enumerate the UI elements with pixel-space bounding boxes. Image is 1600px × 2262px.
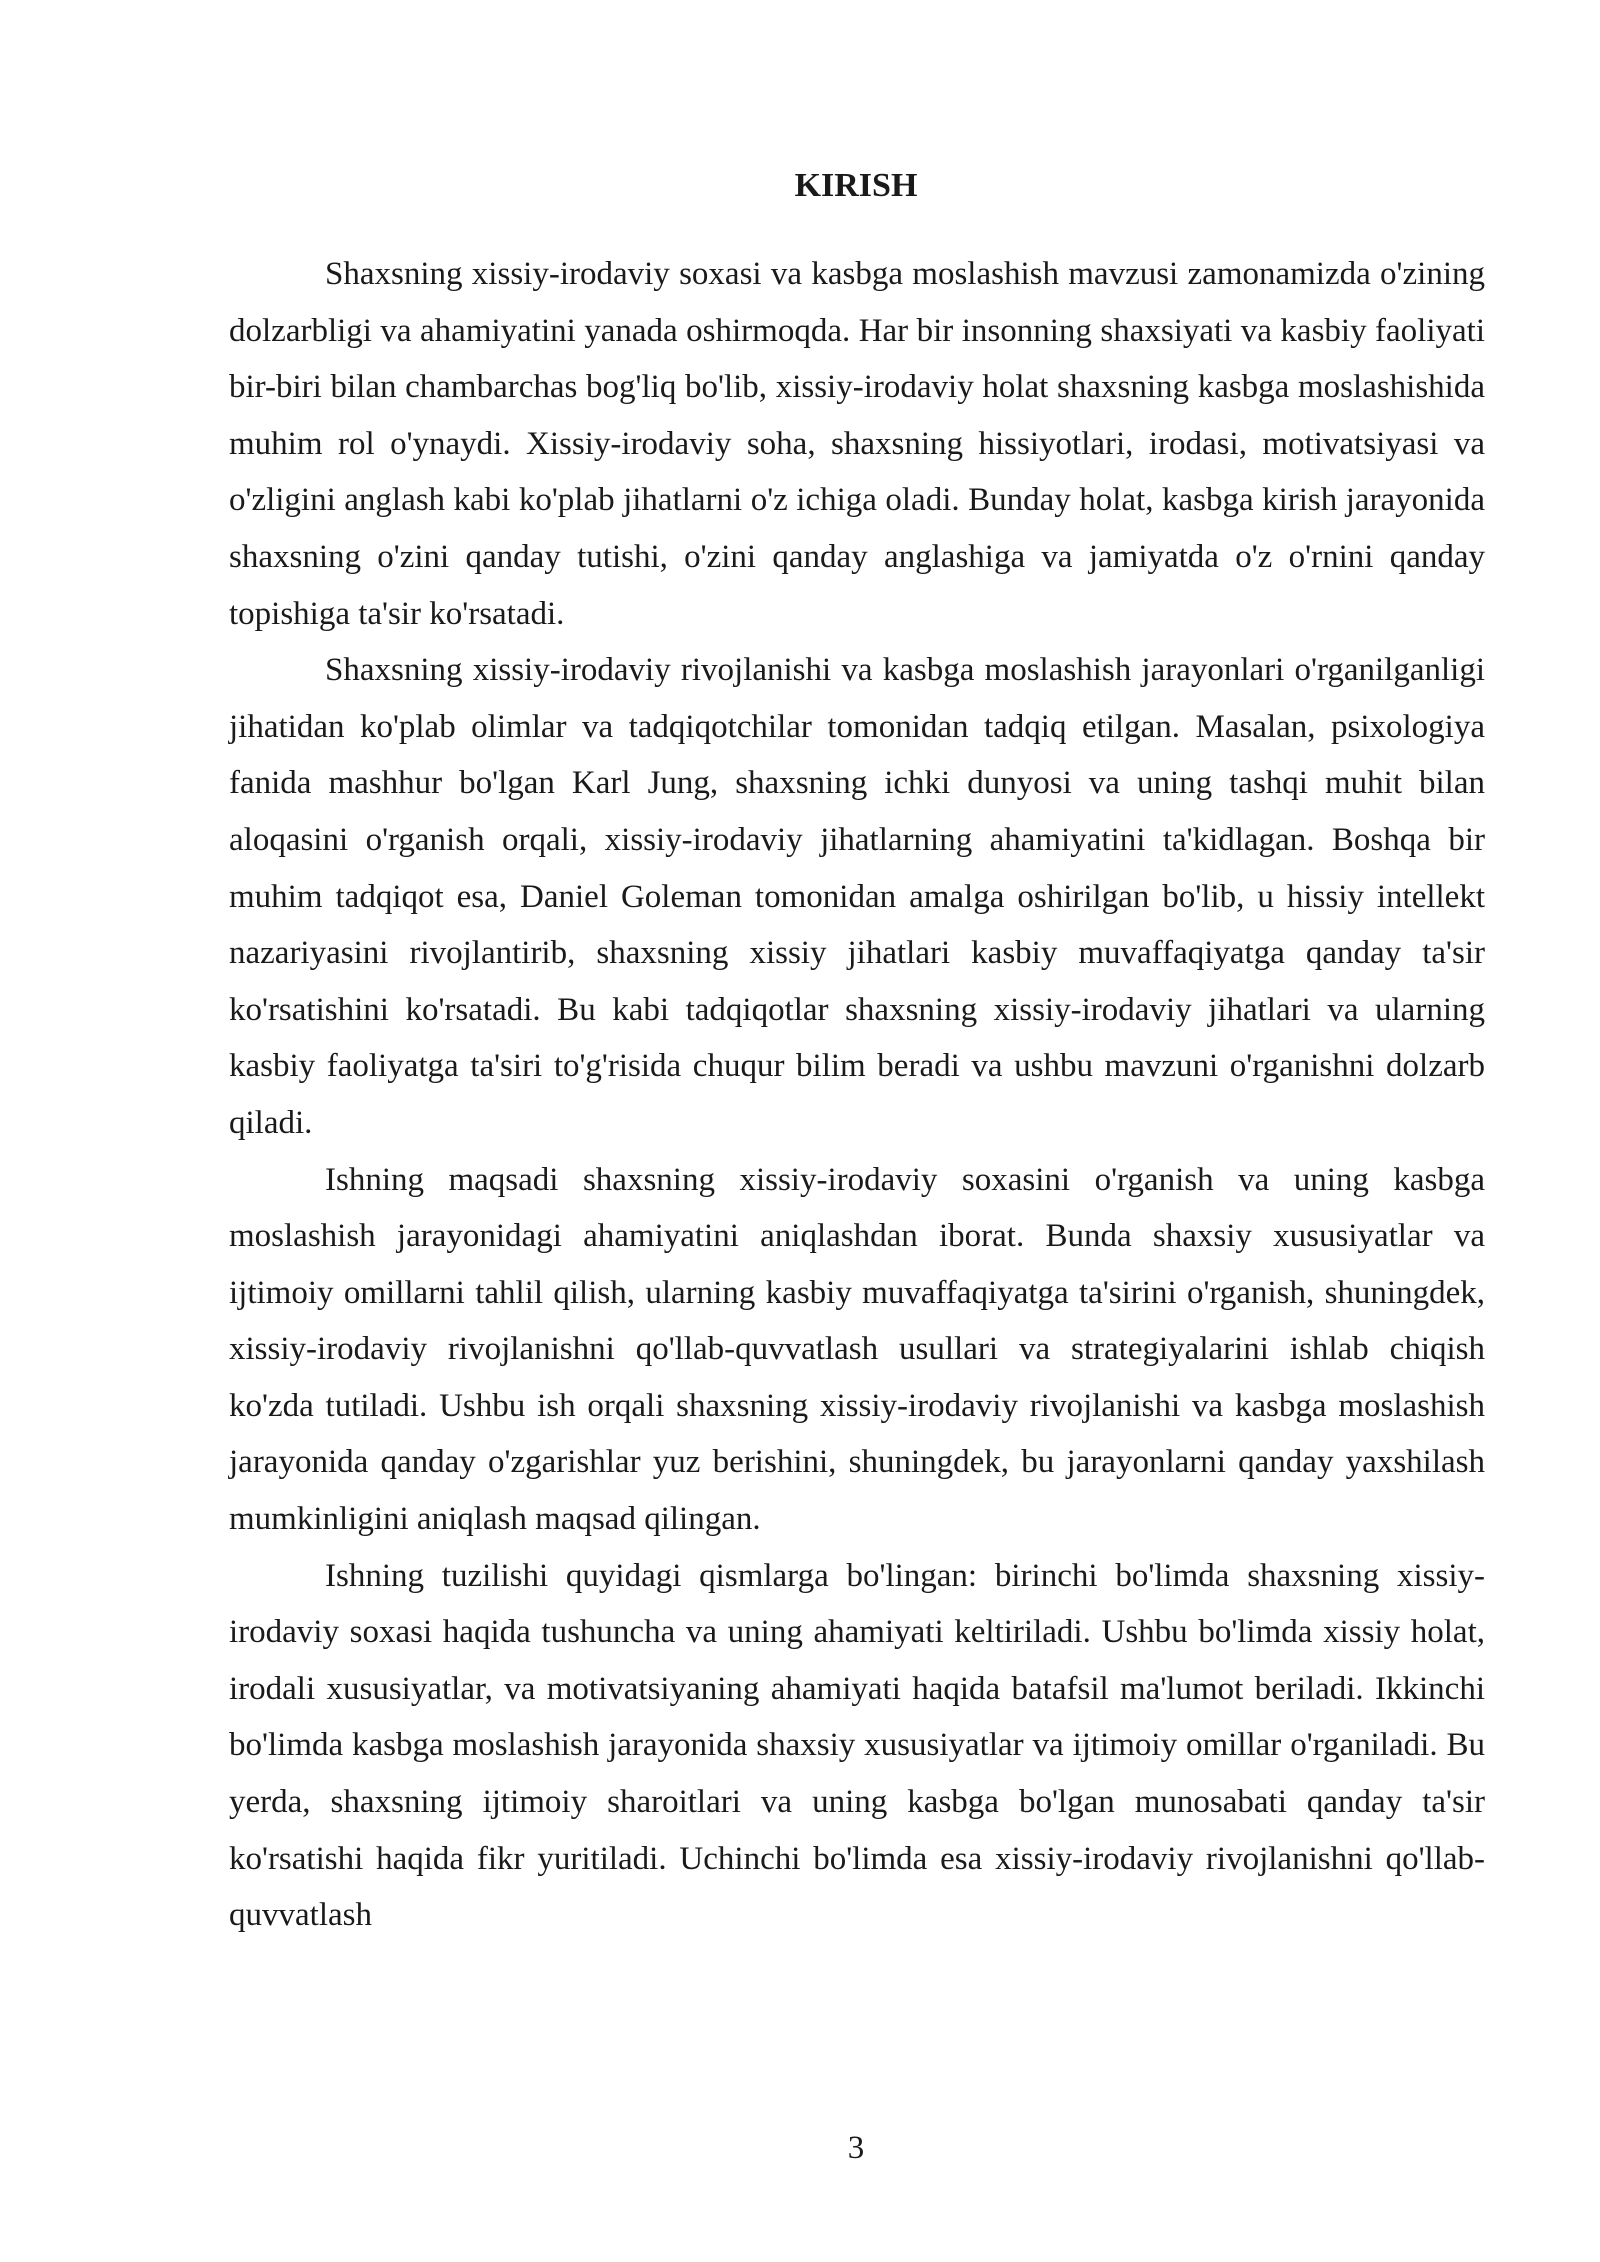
- body-text: [229, 246, 1485, 1944]
- paragraph-1: Shaxsning xissiy-irodaviy soxasi va kasbga moslashish mavzusi zamonamizda o'zining dolzarbligi va ahamiyatini yanada oshirmoqda. Har bir insonning shaxsiyati va kasbiy faoliyati bir-biri bilan chambarchas bog'liq bo'lib, xissiy-irodaviy holat shaxsning kasbga moslashishida muhim rol o'ynaydi. Xissiy-irodaviy soha, shaxsning hissiyotlari, irodasi, motivatsiyasi va o'zligini anglash kabi ko'plab jihatlarni o'z ichiga oladi. Bunday holat, kasbga kirish jarayonida shaxsning o'zini qanday tutishi, o'zini qanday anglashiga va jamiyatda o'z o'rnini qanday topishiga ta'sir ko'rsatadi.: [229, 256, 1485, 632]
- paragraph-2: Shaxsning xissiy-irodaviy rivojlanishi va kasbga moslashish jarayonlari o'rganilganligi jihatidan ko'plab olimlar va tadqiqotchilar tomonidan tadqiq etilgan. Masalan, psixologiya fanida mashhur bo'lgan Karl Jung, shaxsning ichki dunyosi va uning tashqi muhit bilan aloqasini o'rganish orqali, xissiy-irodaviy jihatlarning ahamiyatini ta'kidlagan. Boshqa bir muhim tadqiqot esa, Daniel Goleman tomonidan amalga oshirilgan bo'lib, u hissiy intellekt nazariyasini rivojlantirib, shaxsning xissiy jihatlari kasbiy muvaffaqiyatga qanday ta'sir ko'rsatishini ko'rsatadi. Bu kabi tadqiqotlar shaxsning xissiy-irodaviy jihatlari va ularning kasbiy faoliyatga ta'siri to'g'risida chuqur bilim beradi va ushbu mavzuni o'rganishni dolzarb qiladi.: [229, 652, 1485, 1141]
- paragraph-3: Ishning maqsadi shaxsning xissiy-irodaviy soxasini o'rganish va uning kasbga moslashish jarayonidagi ahamiyatini aniqlashdan iborat. Bunda shaxsiy xususiyatlar va ijtimoiy omillarni tahlil qilish, ularning kasbiy muvaffaqiyatga ta'sirini o'rganish, shuningdek, xissiy-irodaviy rivojlanishni qo'llab-quvvatlash usullari va strategiyalarini ishlab chiqish ko'zda tutiladi. Ushbu ish orqali shaxsning xissiy-irodaviy rivojlanishi va kasbga moslashish jarayonida qanday o'zgarishlar yuz berishini, shuningdek, bu jarayonlarni qanday yaxshilash mumkinligini aniqlash maqsad qilingan.: [229, 1161, 1485, 1538]
- paragraph-4: Ishning tuzilishi quyidagi qismlarga bo'lingan: birinchi bo'limda shaxsning xissiy-irodaviy soxasi haqida tushuncha va uning ahamiyati keltiriladi. Ushbu bo'limda xissiy holat, irodali xususiyatlar, va motivatsiyaning ahamiyati haqida batafsil ma'lumot beriladi. Ikkinchi bo'limda kasbga moslashish jarayonida shaxsiy xususiyatlar va ijtimoiy omillar o'rganiladi. Bu yerda, shaxsning ijtimoiy sharoitlari va uning kasbga bo'lgan munosabati qanday ta'sir ko'rsatishi haqida fikr yuritiladi. Uchinchi bo'limda esa xissiy-irodaviy rivojlanishni qo'llab-quvvatlash: [229, 1557, 1485, 1934]
- page-number: 3: [847, 2130, 865, 2166]
- section-heading: KIRISH: [794, 167, 918, 204]
